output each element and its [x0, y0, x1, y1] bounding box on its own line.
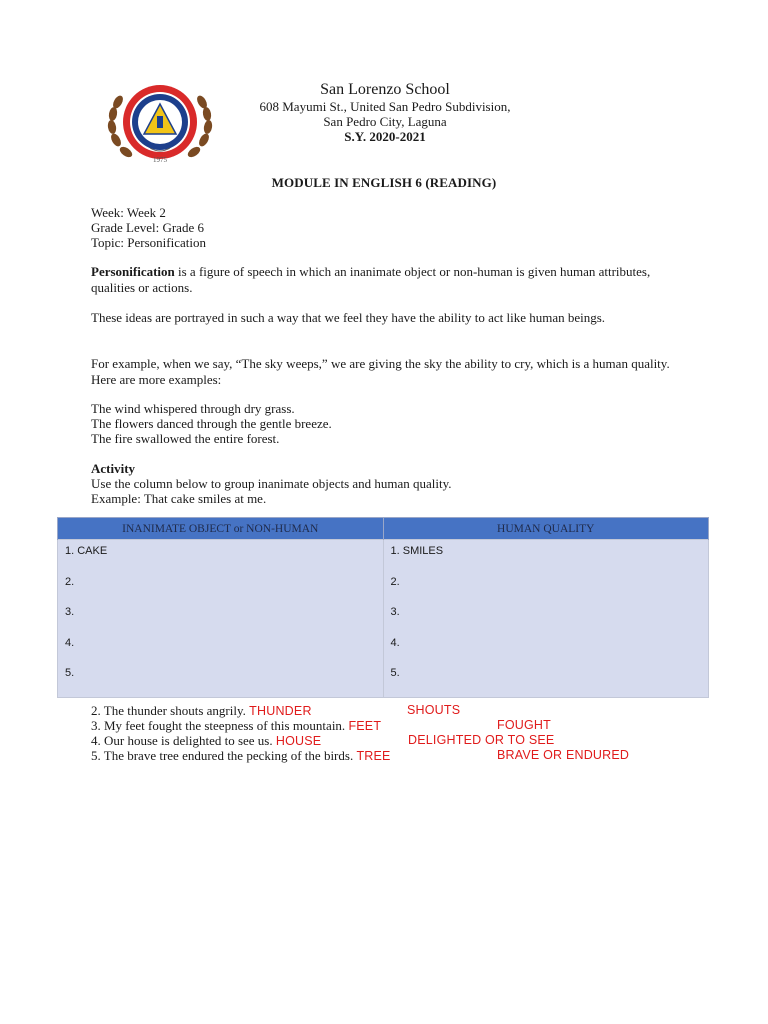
- activity-table: [57, 517, 709, 698]
- address-line-2: San Pedro City, Laguna: [323, 113, 447, 129]
- topic-line: Topic: Personification: [91, 235, 206, 250]
- answer-row: [91, 748, 630, 763]
- inanimate-column: [58, 540, 384, 698]
- activity-heading: Activity: [91, 461, 136, 476]
- table-cell: 2.: [65, 575, 75, 588]
- table-cell: 1. CAKE: [65, 545, 108, 557]
- table-cell: 4.: [65, 636, 75, 649]
- answer-row: [91, 733, 555, 748]
- example-item: The flowers danced through the gentle breeze.: [91, 416, 332, 431]
- school-seal-logo: [106, 82, 214, 164]
- answer-quality: BRAVE OR ENDURED: [497, 748, 630, 762]
- activity-section: [91, 461, 452, 506]
- answer-object: FEET: [348, 719, 382, 733]
- school-info: [220, 80, 550, 145]
- definition-text: is a figure of speech in which an inanimate object or non-human is given human attributes, qualities or actions.: [91, 264, 651, 295]
- table-cell: 2.: [390, 575, 400, 588]
- table-header-inanimate: INANIMATE OBJECT or NON-HUMAN: [58, 518, 384, 540]
- answer-sentence: 4. Our house is delighted to see us.: [91, 733, 276, 748]
- school-year: S.Y. 2020-2021: [344, 129, 426, 144]
- module-meta: [91, 205, 206, 250]
- week-line: Week: Week 2: [91, 205, 166, 220]
- examples-list: [91, 401, 332, 446]
- table-cell: 1. SMILES: [390, 545, 444, 557]
- answer-sentence: 5. The brave tree endured the pecking of the birds.: [91, 748, 357, 763]
- human-quality-column: [383, 540, 709, 698]
- grade-line: Grade Level: Grade 6: [91, 220, 204, 235]
- address-line-1: 608 Mayumi St., United San Pedro Subdivision,: [259, 99, 511, 114]
- table-header-human-quality: HUMAN QUALITY: [383, 518, 709, 540]
- example-paragraph: For example, when we say, “The sky weeps,” we are giving the sky the ability to cry, which is a human quality. Here are more examples:: [91, 356, 670, 387]
- activity-example: Example: That cake smiles at me.: [91, 491, 267, 506]
- school-name: San Lorenzo School: [320, 81, 450, 98]
- module-title: MODULE IN ENGLISH 6 (READING): [271, 175, 497, 190]
- table-cell: 3.: [390, 606, 400, 618]
- answer-row: [91, 703, 461, 718]
- answer-quality: DELIGHTED OR TO SEE: [408, 733, 555, 747]
- table-cell: 5.: [65, 667, 75, 679]
- answers-list: [91, 703, 630, 763]
- table-cell: 4.: [390, 636, 400, 649]
- definition-paragraph: [91, 264, 691, 295]
- answer-object: HOUSE: [275, 734, 322, 748]
- answer-sentence: 3. My feet fought the steepness of this mountain.: [91, 718, 349, 733]
- answer-object: THUNDER: [249, 704, 312, 718]
- portrayal-paragraph: These ideas are portrayed in such a way that we feel they have the ability to act like human beings.: [91, 310, 606, 325]
- answer-object: TREE: [356, 749, 391, 763]
- term-personification: Personification: [91, 264, 175, 279]
- activity-instruction: Use the column below to group inanimate objects and human quality.: [91, 476, 452, 491]
- table-cell: 3.: [65, 606, 75, 618]
- answer-quality: FOUGHT: [497, 718, 551, 732]
- answer-row: [91, 718, 551, 733]
- logo-year: 1975: [153, 156, 167, 164]
- answer-quality: SHOUTS: [407, 703, 461, 717]
- table-cell: 5.: [390, 667, 400, 679]
- example-item: The fire swallowed the entire forest.: [91, 431, 280, 446]
- example-item: The wind whispered through dry grass.: [91, 401, 295, 416]
- answer-sentence: 2. The thunder shouts angrily.: [91, 703, 250, 718]
